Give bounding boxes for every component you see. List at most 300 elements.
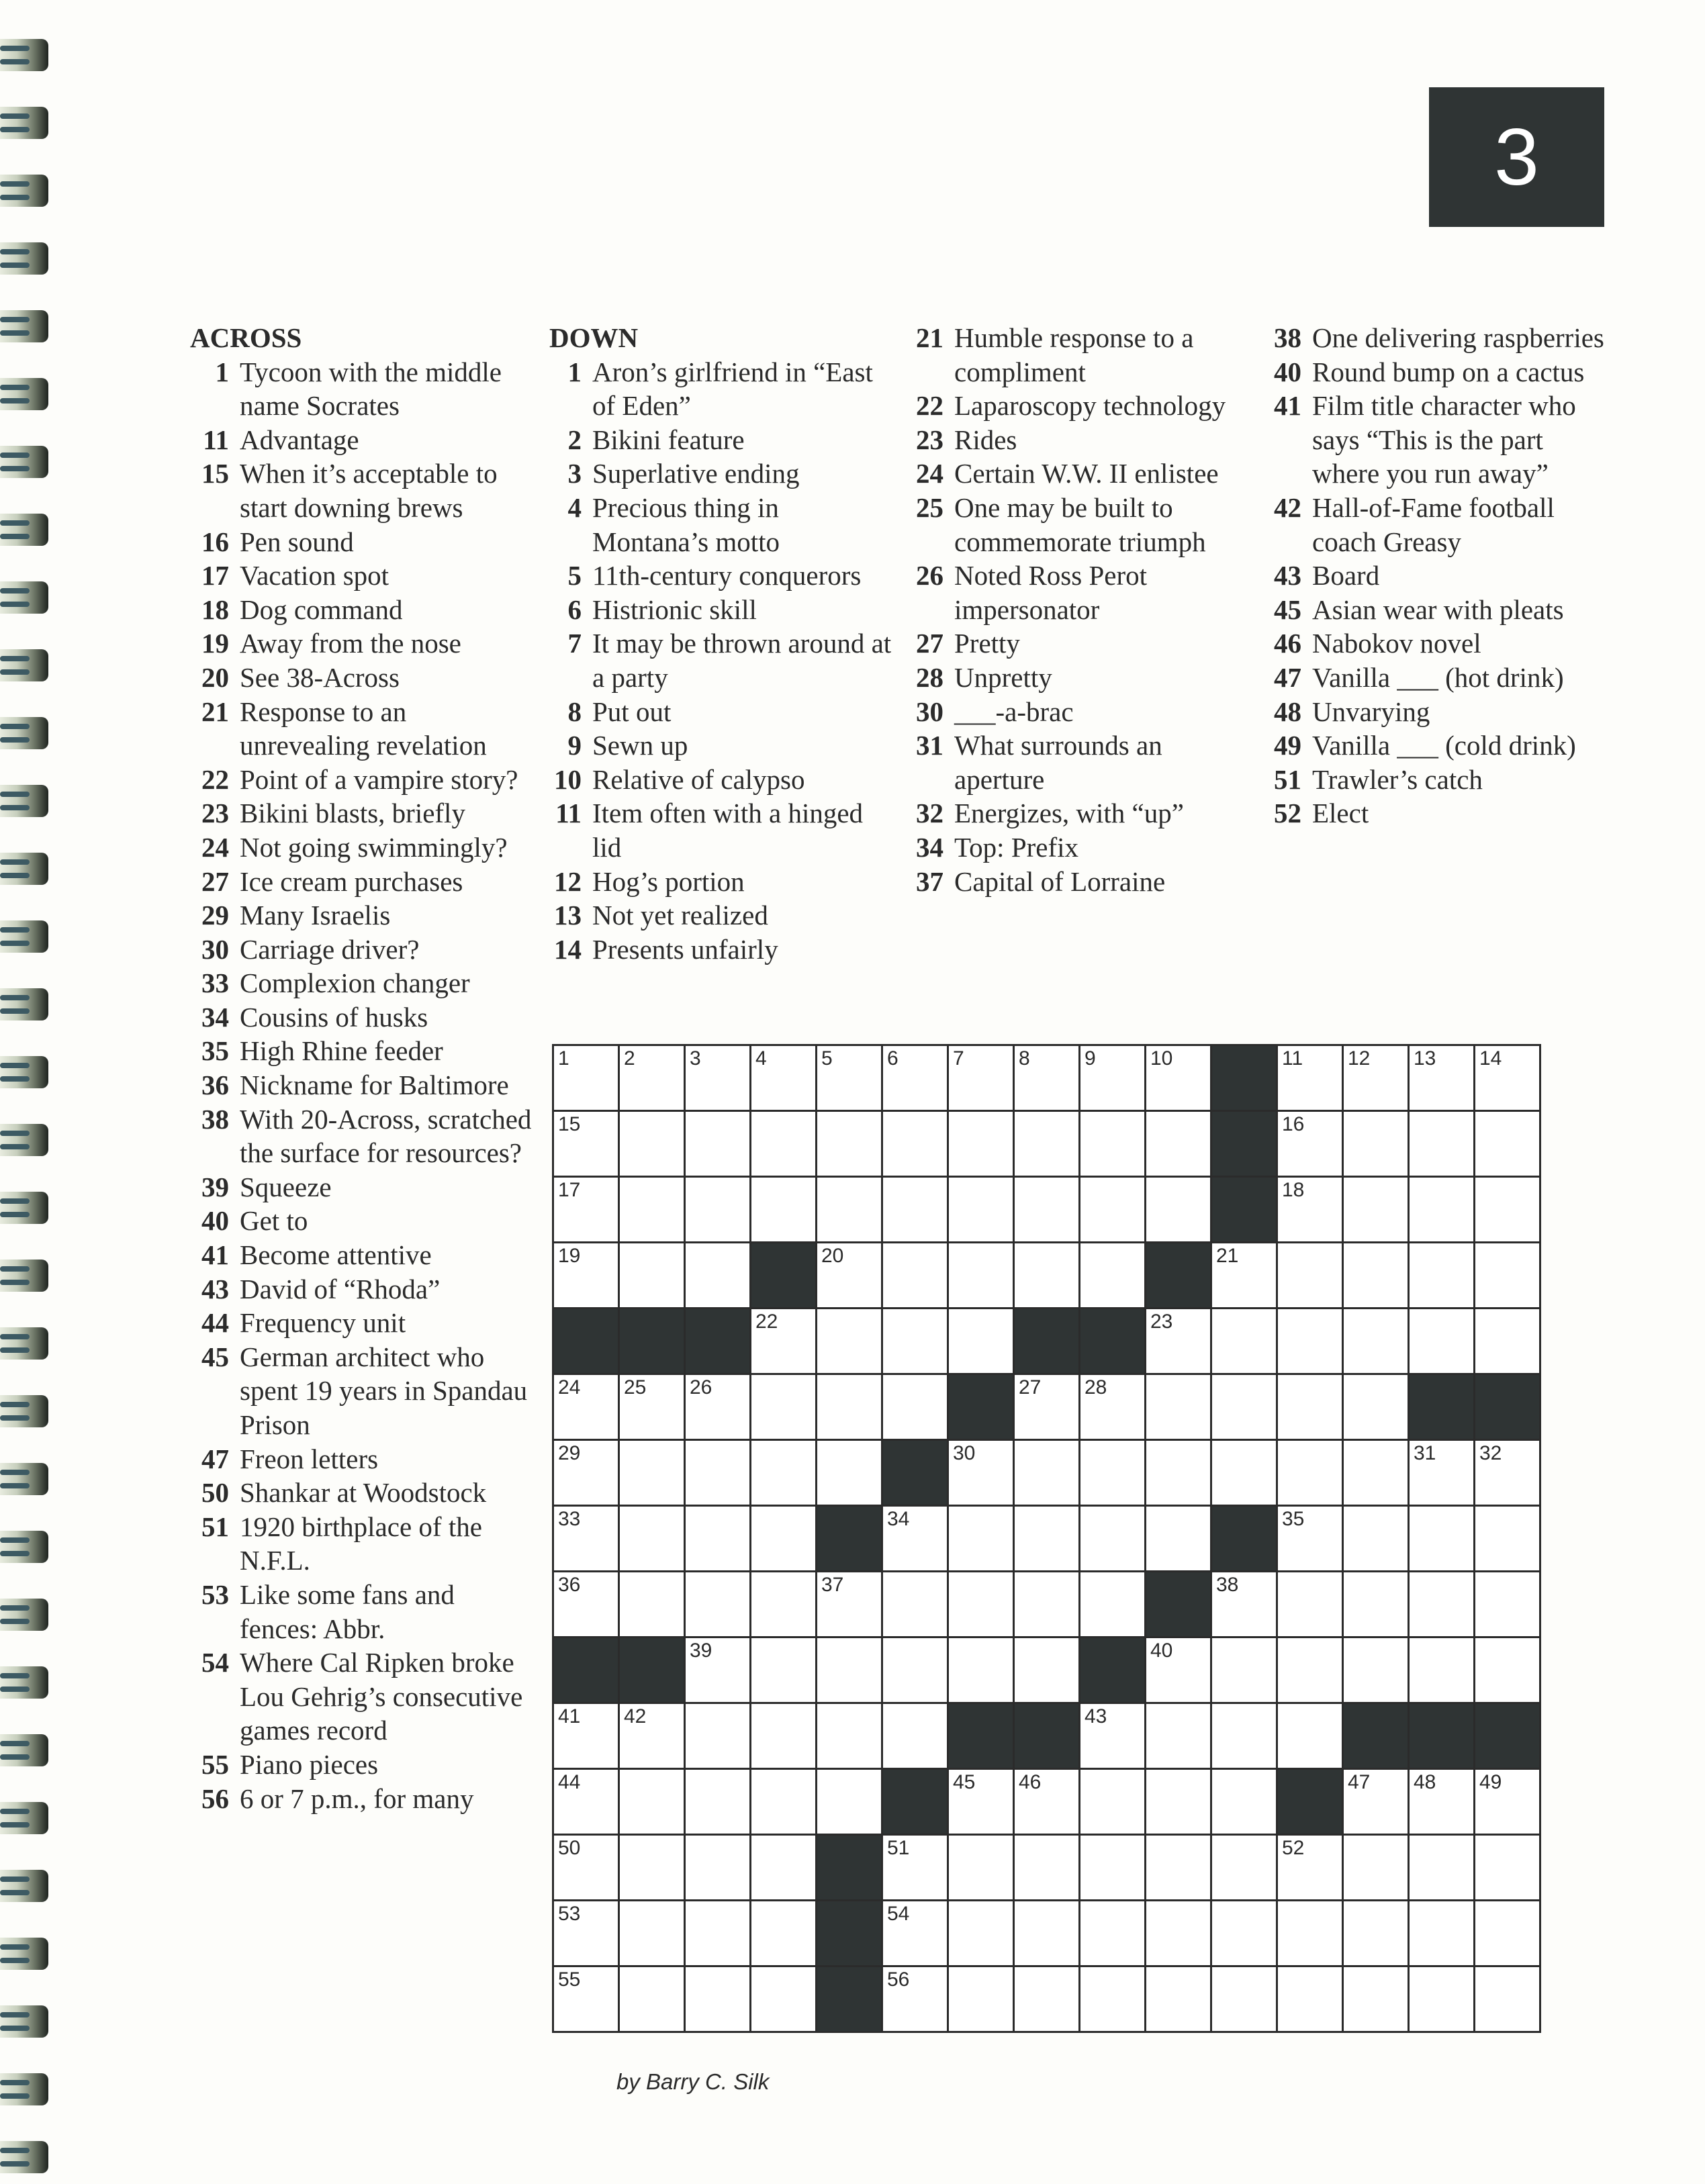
grid-cell[interactable] <box>620 1375 684 1439</box>
grid-cell[interactable] <box>686 1178 749 1241</box>
down-heading: DOWN <box>549 322 639 353</box>
grid-cell[interactable] <box>1278 1572 1342 1636</box>
grid-cell[interactable] <box>883 1901 947 1965</box>
grid-cell[interactable] <box>817 1243 881 1307</box>
clue-number: 43 <box>201 1273 229 1304</box>
grid-cell[interactable] <box>1212 1967 1276 2031</box>
cell-number: 12 <box>1348 1047 1371 1070</box>
black-square <box>1212 1112 1276 1176</box>
down-clues-column-2 <box>903 321 1252 898</box>
clue-text: Not yet realized <box>592 900 768 931</box>
clue-number: 47 <box>201 1443 229 1474</box>
clue-text: 6 or 7 p.m., for many <box>240 1783 474 1814</box>
clue-text: Laparoscopy technology <box>954 390 1226 422</box>
grid-cell[interactable] <box>1410 1507 1473 1570</box>
grid-cell[interactable] <box>1410 1770 1473 1834</box>
grid-cell[interactable] <box>817 1112 881 1176</box>
grid-cell[interactable] <box>1146 1178 1210 1241</box>
grid-cell[interactable] <box>751 1704 815 1768</box>
grid-cell[interactable] <box>1212 1243 1276 1307</box>
grid-cell[interactable] <box>1278 1836 1342 1899</box>
grid-cell[interactable] <box>1410 1243 1473 1307</box>
grid-cell[interactable] <box>1015 1901 1078 1965</box>
grid-cell[interactable] <box>751 1967 815 2031</box>
grid-cell[interactable] <box>554 1046 618 1110</box>
cell-number: 42 <box>624 1705 647 1727</box>
grid-cell[interactable] <box>751 1375 815 1439</box>
cell-number: 33 <box>558 1508 581 1530</box>
grid-cell[interactable] <box>686 1770 749 1834</box>
grid-cell[interactable] <box>1212 1638 1276 1702</box>
clue-item <box>903 695 1252 729</box>
grid-cell[interactable] <box>620 1243 684 1307</box>
clue-item <box>190 593 533 627</box>
grid-cell[interactable] <box>554 1112 618 1176</box>
grid-cell[interactable] <box>1278 1375 1342 1439</box>
grid-cell[interactable] <box>949 1046 1013 1110</box>
cell-number: 48 <box>1414 1771 1436 1793</box>
grid-cell[interactable] <box>686 1046 749 1110</box>
binding-coil-icon <box>0 717 48 749</box>
grid-cell[interactable] <box>883 1046 947 1110</box>
clue-item <box>903 728 1252 796</box>
cell-number: 13 <box>1414 1047 1436 1070</box>
grid-cell[interactable] <box>883 1836 947 1899</box>
grid-cell[interactable] <box>1015 1243 1078 1307</box>
binding-coil-icon <box>0 2005 48 2038</box>
grid-cell[interactable] <box>1344 1638 1408 1702</box>
clue-item <box>190 1340 533 1442</box>
grid-cell[interactable] <box>554 1572 618 1636</box>
binding-coil-icon <box>0 1260 48 1292</box>
grid-cell[interactable] <box>620 1046 684 1110</box>
clue-number: 45 <box>201 1341 229 1372</box>
clue-item <box>903 661 1252 695</box>
grid-cell[interactable] <box>751 1507 815 1570</box>
grid-cell[interactable] <box>949 1441 1013 1505</box>
grid-cell[interactable] <box>1212 1572 1276 1636</box>
clue-item <box>1261 355 1610 389</box>
grid-cell[interactable] <box>1146 1901 1210 1965</box>
grid-cell[interactable] <box>883 1178 947 1241</box>
clue-item <box>903 321 1252 389</box>
cell-number: 31 <box>1414 1442 1436 1464</box>
grid-cell[interactable] <box>554 1704 618 1768</box>
grid-cell[interactable] <box>1344 1901 1408 1965</box>
grid-cell[interactable] <box>1212 1441 1276 1505</box>
grid-cell[interactable] <box>1080 1507 1144 1570</box>
grid-cell[interactable] <box>751 1178 815 1241</box>
grid-cell[interactable] <box>1278 1704 1342 1768</box>
grid-cell[interactable] <box>1475 1243 1539 1307</box>
clue-text: Vanilla ___ (hot drink) <box>1312 661 1564 693</box>
grid-cell[interactable] <box>751 1901 815 1965</box>
grid-cell[interactable] <box>1410 1967 1473 2031</box>
grid-cell[interactable] <box>620 1441 684 1505</box>
grid-cell[interactable] <box>620 1178 684 1241</box>
grid-cell[interactable] <box>1475 1046 1539 1110</box>
grid-cell[interactable] <box>883 1112 947 1176</box>
clue-number: 52 <box>1274 798 1301 829</box>
grid-cell[interactable] <box>554 1375 618 1439</box>
puzzle-number: 3 <box>1494 112 1539 202</box>
grid-cell[interactable] <box>883 1507 947 1570</box>
cell-number: 22 <box>755 1311 778 1333</box>
cell-number: 16 <box>1282 1113 1305 1135</box>
clue-text: Where Cal Ripken broke Lou Gehrig’s consecutive games record <box>240 1647 523 1746</box>
grid-cell[interactable] <box>1146 1704 1210 1768</box>
clue-item <box>1261 728 1610 763</box>
grid-cell[interactable] <box>554 1507 618 1570</box>
grid-cell[interactable] <box>1015 1770 1078 1834</box>
grid-cell[interactable] <box>1015 1046 1078 1110</box>
clue-item <box>190 933 533 967</box>
cell-number: 25 <box>624 1376 647 1398</box>
clue-number: 19 <box>201 628 229 659</box>
grid-cell[interactable] <box>817 1572 881 1636</box>
clue-item <box>1261 661 1610 695</box>
grid-cell[interactable] <box>1015 1507 1078 1570</box>
grid-cell[interactable] <box>1475 1441 1539 1505</box>
grid-cell[interactable] <box>1410 1112 1473 1176</box>
grid-cell[interactable] <box>817 1638 881 1702</box>
grid-cell[interactable] <box>1278 1638 1342 1702</box>
grid-cell[interactable] <box>620 1836 684 1899</box>
binding-coil-icon <box>0 1734 48 1766</box>
clue-number: 29 <box>201 900 229 931</box>
clue-item <box>1261 695 1610 729</box>
clue-text: With 20-Across, scratched the surface for resources? <box>240 1103 532 1169</box>
grid-cell[interactable] <box>817 1770 881 1834</box>
clue-number: 9 <box>567 730 582 761</box>
grid-cell[interactable] <box>817 1441 881 1505</box>
clue-text: Noted Ross Perot impersonator <box>954 560 1147 625</box>
clue-item <box>190 1170 533 1204</box>
grid-cell[interactable] <box>1080 1770 1144 1834</box>
cell-number: 54 <box>887 1903 910 1925</box>
binding-coil-icon <box>0 1802 48 1834</box>
grid-cell[interactable] <box>1015 1441 1078 1505</box>
grid-cell[interactable] <box>1080 1967 1144 2031</box>
grid-cell[interactable] <box>1278 1178 1342 1241</box>
cell-number: 40 <box>1150 1640 1173 1662</box>
grid-cell[interactable] <box>1015 1836 1078 1899</box>
author-byline: by Barry C. Silk <box>616 2069 770 2094</box>
cell-number: 50 <box>558 1837 581 1859</box>
grid-cell[interactable] <box>620 1967 684 2031</box>
clue-item <box>1261 796 1610 830</box>
grid-cell[interactable] <box>1015 1375 1078 1439</box>
binding-coil-icon <box>0 649 48 681</box>
grid-cell[interactable] <box>1410 1836 1473 1899</box>
clue-text: Aron’s girlfriend in “East of Eden” <box>592 356 873 422</box>
grid-cell[interactable] <box>554 1967 618 2031</box>
grid-cell[interactable] <box>554 1178 618 1241</box>
black-square <box>1015 1309 1078 1373</box>
grid-cell[interactable] <box>686 1507 749 1570</box>
grid-cell[interactable] <box>1410 1441 1473 1505</box>
clue-number: 49 <box>1274 730 1301 761</box>
grid-cell[interactable] <box>686 1375 749 1439</box>
grid-cell[interactable] <box>1080 1178 1144 1241</box>
clue-item <box>1261 491 1610 559</box>
grid-cell[interactable] <box>554 1901 618 1965</box>
grid-cell[interactable] <box>949 1572 1013 1636</box>
clue-number: 55 <box>201 1748 229 1780</box>
grid-cell[interactable] <box>1278 1243 1342 1307</box>
grid-cell[interactable] <box>1344 1836 1408 1899</box>
grid-cell[interactable] <box>1475 1112 1539 1176</box>
grid-cell[interactable] <box>1278 1309 1342 1373</box>
binding-coil-icon <box>0 175 48 207</box>
clue-item <box>903 423 1252 457</box>
clue-number: 56 <box>201 1783 229 1814</box>
grid-cell[interactable] <box>949 1309 1013 1373</box>
cell-number: 1 <box>558 1047 569 1070</box>
grid-cell[interactable] <box>620 1507 684 1570</box>
grid-cell[interactable] <box>751 1836 815 1899</box>
grid-cell[interactable] <box>1080 1441 1144 1505</box>
grid-cell[interactable] <box>1146 1836 1210 1899</box>
grid-cell[interactable] <box>620 1704 684 1768</box>
binding-coil-icon <box>0 1870 48 1902</box>
grid-cell[interactable] <box>1344 1243 1408 1307</box>
grid-cell[interactable] <box>686 1836 749 1899</box>
grid-cell[interactable] <box>1475 1507 1539 1570</box>
grid-cell[interactable] <box>1212 1704 1276 1768</box>
grid-cell[interactable] <box>1475 1967 1539 2031</box>
grid-cell[interactable] <box>883 1704 947 1768</box>
grid-cell[interactable] <box>1278 1046 1342 1110</box>
grid-cell[interactable] <box>817 1704 881 1768</box>
clue-text: Humble response to a compliment <box>954 322 1194 387</box>
grid-cell[interactable] <box>1015 1638 1078 1702</box>
grid-cell[interactable] <box>1146 1638 1210 1702</box>
black-square <box>620 1638 684 1702</box>
clue-text: Get to <box>240 1205 308 1237</box>
grid-cell[interactable] <box>1080 1112 1144 1176</box>
grid-cell[interactable] <box>686 1441 749 1505</box>
clue-number: 38 <box>1274 322 1301 353</box>
grid-cell[interactable] <box>1212 1375 1276 1439</box>
grid-cell[interactable] <box>1278 1441 1342 1505</box>
grid-cell[interactable] <box>949 1967 1013 2031</box>
grid-cell[interactable] <box>1080 1375 1144 1439</box>
grid-cell[interactable] <box>1344 1507 1408 1570</box>
grid-cell[interactable] <box>1344 1770 1408 1834</box>
grid-cell[interactable] <box>1080 1243 1144 1307</box>
grid-cell[interactable] <box>1080 1046 1144 1110</box>
grid-cell[interactable] <box>1146 1046 1210 1110</box>
grid-cell[interactable] <box>1146 1375 1210 1439</box>
clue-item <box>190 1102 533 1170</box>
clue-number: 53 <box>201 1578 229 1610</box>
black-square <box>1475 1375 1539 1439</box>
grid-cell[interactable] <box>751 1046 815 1110</box>
black-square <box>1015 1704 1078 1768</box>
grid-cell[interactable] <box>883 1572 947 1636</box>
grid-cell[interactable] <box>1212 1836 1276 1899</box>
cell-number: 28 <box>1085 1376 1107 1398</box>
cell-number: 32 <box>1479 1442 1502 1464</box>
binding-coil-icon <box>0 446 48 478</box>
grid-cell[interactable] <box>1080 1836 1144 1899</box>
grid-cell[interactable] <box>554 1243 618 1307</box>
grid-cell[interactable] <box>751 1112 815 1176</box>
grid-cell[interactable] <box>686 1572 749 1636</box>
grid-cell[interactable] <box>620 1901 684 1965</box>
grid-cell[interactable] <box>1146 1441 1210 1505</box>
clue-text: Frequency unit <box>240 1307 406 1339</box>
clue-item <box>549 695 898 729</box>
clue-text: Item often with a hinged lid <box>592 798 864 863</box>
grid-cell[interactable] <box>620 1572 684 1636</box>
grid-cell[interactable] <box>1344 1375 1408 1439</box>
grid-cell[interactable] <box>751 1770 815 1834</box>
grid-cell[interactable] <box>686 1901 749 1965</box>
grid-cell[interactable] <box>1015 1112 1078 1176</box>
grid-cell[interactable] <box>1278 1901 1342 1965</box>
grid-cell[interactable] <box>949 1112 1013 1176</box>
clue-item <box>549 626 898 694</box>
grid-cell[interactable] <box>883 1375 947 1439</box>
grid-cell[interactable] <box>1015 1178 1078 1241</box>
grid-cell[interactable] <box>1278 1507 1342 1570</box>
clue-number: 32 <box>916 798 943 829</box>
grid-cell[interactable] <box>1015 1967 1078 2031</box>
clue-item <box>190 1646 533 1748</box>
clue-number: 50 <box>201 1477 229 1509</box>
grid-cell[interactable] <box>1146 1507 1210 1570</box>
grid-cell[interactable] <box>949 1507 1013 1570</box>
grid-cell[interactable] <box>817 1046 881 1110</box>
grid-cell[interactable] <box>620 1770 684 1834</box>
grid-cell[interactable] <box>620 1112 684 1176</box>
grid-cell[interactable] <box>751 1572 815 1636</box>
grid-cell[interactable] <box>1475 1770 1539 1834</box>
cell-number: 39 <box>690 1640 712 1662</box>
grid-cell[interactable] <box>1344 1967 1408 2031</box>
black-square <box>1080 1638 1144 1702</box>
grid-cell[interactable] <box>1146 1309 1210 1373</box>
grid-cell[interactable] <box>949 1836 1013 1899</box>
grid-cell[interactable] <box>686 1243 749 1307</box>
clue-item <box>903 865 1252 899</box>
grid-cell[interactable] <box>949 1770 1013 1834</box>
grid-cell[interactable] <box>686 1967 749 2031</box>
clue-number: 21 <box>916 322 943 353</box>
grid-cell[interactable] <box>1212 1309 1276 1373</box>
clue-item <box>549 763 898 797</box>
cell-number: 49 <box>1479 1771 1502 1793</box>
grid-cell[interactable] <box>949 1638 1013 1702</box>
grid-cell[interactable] <box>1080 1901 1144 1965</box>
clue-number: 34 <box>201 1001 229 1033</box>
grid-cell[interactable] <box>1344 1178 1408 1241</box>
cell-number: 27 <box>1019 1376 1042 1398</box>
grid-cell[interactable] <box>1146 1770 1210 1834</box>
grid-cell[interactable] <box>751 1309 815 1373</box>
grid-cell[interactable] <box>883 1638 947 1702</box>
grid-cell[interactable] <box>949 1901 1013 1965</box>
grid-cell[interactable] <box>554 1770 618 1834</box>
grid-cell[interactable] <box>1278 1967 1342 2031</box>
cell-number: 47 <box>1348 1771 1371 1793</box>
clue-item <box>1261 559 1610 593</box>
grid-cell[interactable] <box>1212 1901 1276 1965</box>
grid-cell[interactable] <box>949 1178 1013 1241</box>
grid-cell[interactable] <box>883 1309 947 1373</box>
black-square <box>949 1375 1013 1439</box>
grid-cell[interactable] <box>554 1836 618 1899</box>
grid-cell[interactable] <box>1410 1046 1473 1110</box>
binding-coil-icon <box>0 242 48 275</box>
grid-cell[interactable] <box>1475 1901 1539 1965</box>
cell-number: 46 <box>1019 1771 1042 1793</box>
grid-cell[interactable] <box>1344 1112 1408 1176</box>
cell-number: 30 <box>953 1442 976 1464</box>
grid-cell[interactable] <box>883 1243 947 1307</box>
grid-cell[interactable] <box>1080 1572 1144 1636</box>
grid-cell[interactable] <box>1475 1836 1539 1899</box>
grid-cell[interactable] <box>949 1243 1013 1307</box>
grid-cell[interactable] <box>751 1441 815 1505</box>
grid-cell[interactable] <box>1212 1770 1276 1834</box>
clue-item <box>190 695 533 763</box>
grid-cell[interactable] <box>1475 1572 1539 1636</box>
clue-text: Freon letters <box>240 1443 379 1474</box>
grid-cell[interactable] <box>817 1178 881 1241</box>
grid-cell[interactable] <box>1410 1309 1473 1373</box>
clue-text: Unpretty <box>954 661 1052 693</box>
grid-cell[interactable] <box>1146 1967 1210 2031</box>
grid-cell[interactable] <box>1410 1901 1473 1965</box>
cell-number: 55 <box>558 1968 581 1991</box>
grid-cell[interactable] <box>1278 1112 1342 1176</box>
clue-text: Vanilla ___ (cold drink) <box>1312 730 1576 761</box>
grid-cell[interactable] <box>817 1375 881 1439</box>
grid-cell[interactable] <box>1015 1572 1078 1636</box>
grid-cell[interactable] <box>883 1967 947 2031</box>
grid-cell[interactable] <box>817 1309 881 1373</box>
grid-cell[interactable] <box>1344 1441 1408 1505</box>
grid-cell[interactable] <box>1475 1638 1539 1702</box>
grid-cell[interactable] <box>751 1638 815 1702</box>
grid-cell[interactable] <box>554 1441 618 1505</box>
clue-text: Tycoon with the middle name Socrates <box>240 356 502 422</box>
grid-cell[interactable] <box>1475 1178 1539 1241</box>
grid-cell[interactable] <box>686 1704 749 1768</box>
clue-number: 2 <box>567 424 582 455</box>
clue-item <box>549 423 898 457</box>
grid-cell[interactable] <box>1475 1309 1539 1373</box>
grid-cell[interactable] <box>1410 1572 1473 1636</box>
grid-cell[interactable] <box>1344 1572 1408 1636</box>
grid-cell[interactable] <box>1410 1638 1473 1702</box>
grid-cell[interactable] <box>1344 1309 1408 1373</box>
binding-coil-icon <box>0 1666 48 1699</box>
grid-cell[interactable] <box>1344 1046 1408 1110</box>
clue-text: Ice cream purchases <box>240 865 463 897</box>
clue-text: Unvarying <box>1312 696 1430 727</box>
grid-cell[interactable] <box>686 1638 749 1702</box>
binding-coil-icon <box>0 1056 48 1088</box>
grid-cell[interactable] <box>1146 1112 1210 1176</box>
grid-cell[interactable] <box>1410 1178 1473 1241</box>
clue-item <box>903 491 1252 559</box>
grid-cell[interactable] <box>1080 1704 1144 1768</box>
grid-cell[interactable] <box>686 1112 749 1176</box>
